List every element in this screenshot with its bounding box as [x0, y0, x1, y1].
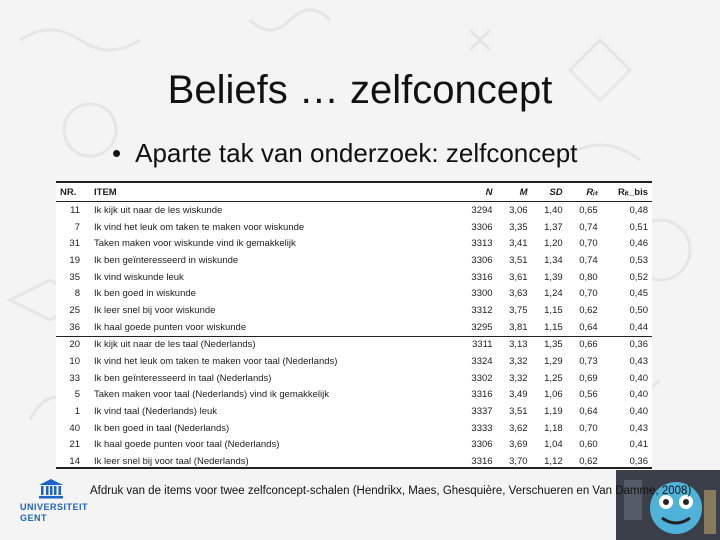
cell-nr: 33 — [69, 372, 80, 384]
cell-rit: 0,74 — [579, 221, 598, 233]
cell-item: Taken maken voor taal (Nederlands) vind ik gemakkelijk — [94, 389, 329, 401]
cell-nr: 20 — [56, 336, 90, 353]
cell-item: Ik vind het leuk om taken te maken voor taal (Nederlands) — [94, 356, 338, 368]
cell-item: Ik kijk uit naar de les taal (Nederlands) — [90, 336, 458, 353]
cell-m: 3,06 — [509, 204, 528, 216]
table-row — [56, 302, 652, 319]
table-row — [56, 387, 652, 404]
cell-n: 3294 — [471, 204, 493, 216]
cell-n: 3324 — [471, 356, 493, 368]
cell-ritbis: 0,43 — [629, 422, 648, 434]
cell-ritbis: 0,46 — [629, 238, 648, 250]
cell-ritbis: 0,41 — [629, 439, 648, 451]
cell-n: 3295 — [471, 321, 493, 333]
cell-ritbis: 0,45 — [629, 288, 648, 300]
table-row — [56, 420, 652, 437]
cell-sd: 1,06 — [544, 389, 563, 401]
cell-n: 3316 — [471, 389, 493, 401]
cell-nr: 8 — [74, 288, 80, 300]
cell-nr: 25 — [69, 304, 80, 316]
cell-nr: 36 — [69, 321, 80, 333]
table-row — [56, 437, 652, 454]
cell-ritbis: 0,53 — [629, 254, 648, 266]
cell-n: 3306 — [471, 439, 493, 451]
table-row — [56, 370, 652, 387]
cell-n: 3311 — [458, 336, 497, 353]
cell-sd: 1,12 — [544, 456, 563, 468]
logo-line-gent: GENT — [20, 513, 48, 523]
table-row — [56, 269, 652, 286]
cell-sd: 1,29 — [544, 356, 563, 368]
cell-m: 3,35 — [509, 221, 528, 233]
cell-rit: 0,70 — [579, 238, 598, 250]
table-row — [56, 353, 652, 370]
cell-m: 3,41 — [509, 238, 528, 250]
cell-m: 3,49 — [509, 389, 528, 401]
header-ritbis: Rᵢₜ_bis — [602, 183, 652, 202]
cell-ritbis: 0,52 — [629, 271, 648, 283]
table-row — [56, 219, 652, 236]
cell-sd: 1,40 — [544, 204, 563, 216]
cell-item: Ik vind het leuk om taken te maken voor wiskunde — [94, 221, 305, 233]
header-n: N — [458, 183, 497, 202]
cell-rit: 0,70 — [579, 288, 598, 300]
cell-m: 3,32 — [509, 372, 528, 384]
cell-n: 3337 — [471, 406, 493, 418]
cell-nr: 40 — [69, 422, 80, 434]
cell-ritbis: 0,36 — [602, 336, 652, 353]
cell-item: Ik haal goede punten voor wiskunde — [94, 321, 247, 333]
cell-item: Ik ben geïnteresseerd in wiskunde — [94, 254, 239, 266]
cell-item: Taken maken voor wiskunde vind ik gemakkelijk — [94, 238, 296, 250]
cell-item: Ik vind wiskunde leuk — [94, 271, 184, 283]
bullet-point — [112, 138, 577, 169]
bullet-dot-icon: • — [112, 138, 122, 168]
cell-item: Ik haal goede punten voor taal (Nederlands) — [94, 439, 280, 451]
cell-m: 3,32 — [509, 356, 528, 368]
cell-sd: 1,15 — [544, 304, 563, 316]
cell-item: Ik leer snel bij voor wiskunde — [94, 304, 216, 316]
slide-title: Beliefs … zelfconcept — [167, 68, 553, 112]
cell-rit: 0,69 — [579, 372, 598, 384]
table-row — [56, 202, 652, 219]
university-building-icon — [38, 478, 64, 500]
cell-m: 3,70 — [509, 456, 528, 468]
cell-nr: 10 — [69, 356, 80, 368]
cell-nr: 1 — [74, 406, 80, 418]
cell-sd: 1,39 — [544, 271, 563, 283]
cell-m: 3,63 — [509, 288, 528, 300]
header-nr: NR. — [56, 183, 90, 202]
cell-sd: 1,18 — [544, 422, 563, 434]
cell-ritbis: 0,40 — [629, 406, 648, 418]
cell-n: 3313 — [471, 238, 493, 250]
cell-ritbis: 0,40 — [629, 372, 648, 384]
cell-sd: 1,24 — [544, 288, 563, 300]
cell-sd: 1,20 — [544, 238, 563, 250]
cell-ritbis: 0,40 — [629, 389, 648, 401]
cell-sd: 1,35 — [532, 336, 567, 353]
cell-m: 3,69 — [509, 439, 528, 451]
item-statistics-table — [56, 181, 652, 469]
cell-nr: 14 — [69, 456, 80, 468]
cell-n: 3300 — [471, 288, 493, 300]
cell-item: Ik leer snel bij voor taal (Nederlands) — [94, 456, 249, 468]
cell-item: Ik ben goed in taal (Nederlands) — [94, 422, 230, 434]
cell-item: Ik vind taal (Nederlands) leuk — [94, 406, 218, 418]
header-sd: SD — [532, 183, 567, 202]
cell-rit: 0,70 — [579, 422, 598, 434]
header-m: M — [497, 183, 532, 202]
table-row — [56, 319, 652, 336]
cell-m: 3,51 — [509, 406, 528, 418]
table-row — [56, 252, 652, 269]
cell-rit: 0,74 — [579, 254, 598, 266]
logo-line-universiteit: UNIVERSITEIT — [20, 502, 89, 512]
header-item: ITEM — [90, 183, 458, 202]
table-row — [56, 235, 652, 252]
cell-sd: 1,19 — [544, 406, 563, 418]
bullet-text: Aparte tak van onderzoek: zelfconcept — [135, 138, 578, 168]
cell-ritbis: 0,43 — [629, 356, 648, 368]
cell-rit: 0,62 — [579, 304, 598, 316]
cell-ritbis: 0,48 — [629, 204, 648, 216]
cell-n: 3302 — [471, 372, 493, 384]
cell-sd: 1,37 — [544, 221, 563, 233]
cell-rit: 0,73 — [579, 356, 598, 368]
cell-m: 3,51 — [509, 254, 528, 266]
table-row — [56, 403, 652, 420]
table-row — [56, 285, 652, 302]
cell-sd: 1,04 — [544, 439, 563, 451]
university-logo — [14, 478, 88, 524]
cell-rit: 0,66 — [567, 336, 602, 353]
cell-rit: 0,62 — [579, 456, 598, 468]
cell-nr: 35 — [69, 271, 80, 283]
cell-m: 3,13 — [497, 336, 532, 353]
cell-ritbis: 0,51 — [629, 221, 648, 233]
cell-m: 3,75 — [509, 304, 528, 316]
cell-ritbis: 0,36 — [629, 456, 648, 468]
cell-ritbis: 0,44 — [629, 321, 648, 333]
cell-ritbis: 0,50 — [629, 304, 648, 316]
cell-rit: 0,80 — [579, 271, 598, 283]
cell-n: 3306 — [471, 254, 493, 266]
table-row — [56, 453, 652, 470]
cell-n: 3316 — [471, 456, 493, 468]
cell-nr: 5 — [74, 389, 80, 401]
cell-n: 3333 — [471, 422, 493, 434]
cell-nr: 21 — [69, 439, 80, 451]
figure-caption: Afdruk van de items voor twee zelfconcept-schalen (Hendrikx, Maes, Ghesquière, Verschueren en Van Damme, 2008) — [90, 485, 692, 497]
cell-rit: 0,64 — [579, 406, 598, 418]
cell-rit: 0,60 — [579, 439, 598, 451]
table-header-row — [56, 183, 652, 202]
cell-item: Ik ben geïnteresseerd in taal (Nederlands) — [94, 372, 272, 384]
cell-n: 3312 — [471, 304, 493, 316]
cell-m: 3,81 — [509, 321, 528, 333]
cell-n: 3306 — [471, 221, 493, 233]
cell-rit: 0,56 — [579, 389, 598, 401]
cell-n: 3316 — [471, 271, 493, 283]
cell-item: Ik ben goed in wiskunde — [94, 288, 196, 300]
cell-m: 3,61 — [509, 271, 528, 283]
cell-sd: 1,25 — [544, 372, 563, 384]
cell-sd: 1,15 — [544, 321, 563, 333]
cell-nr: 31 — [69, 238, 80, 250]
cell-item: Ik kijk uit naar de les wiskunde — [94, 204, 223, 216]
cell-sd: 1,34 — [544, 254, 563, 266]
cell-rit: 0,65 — [579, 204, 598, 216]
header-rit: Rᵢₜ — [567, 183, 602, 202]
table-row — [56, 336, 652, 353]
cell-nr: 7 — [74, 221, 80, 233]
cell-rit: 0,64 — [579, 321, 598, 333]
cell-m: 3,62 — [509, 422, 528, 434]
mascot-illustration — [616, 470, 720, 540]
cell-nr: 19 — [69, 254, 80, 266]
cell-nr: 11 — [70, 204, 80, 216]
